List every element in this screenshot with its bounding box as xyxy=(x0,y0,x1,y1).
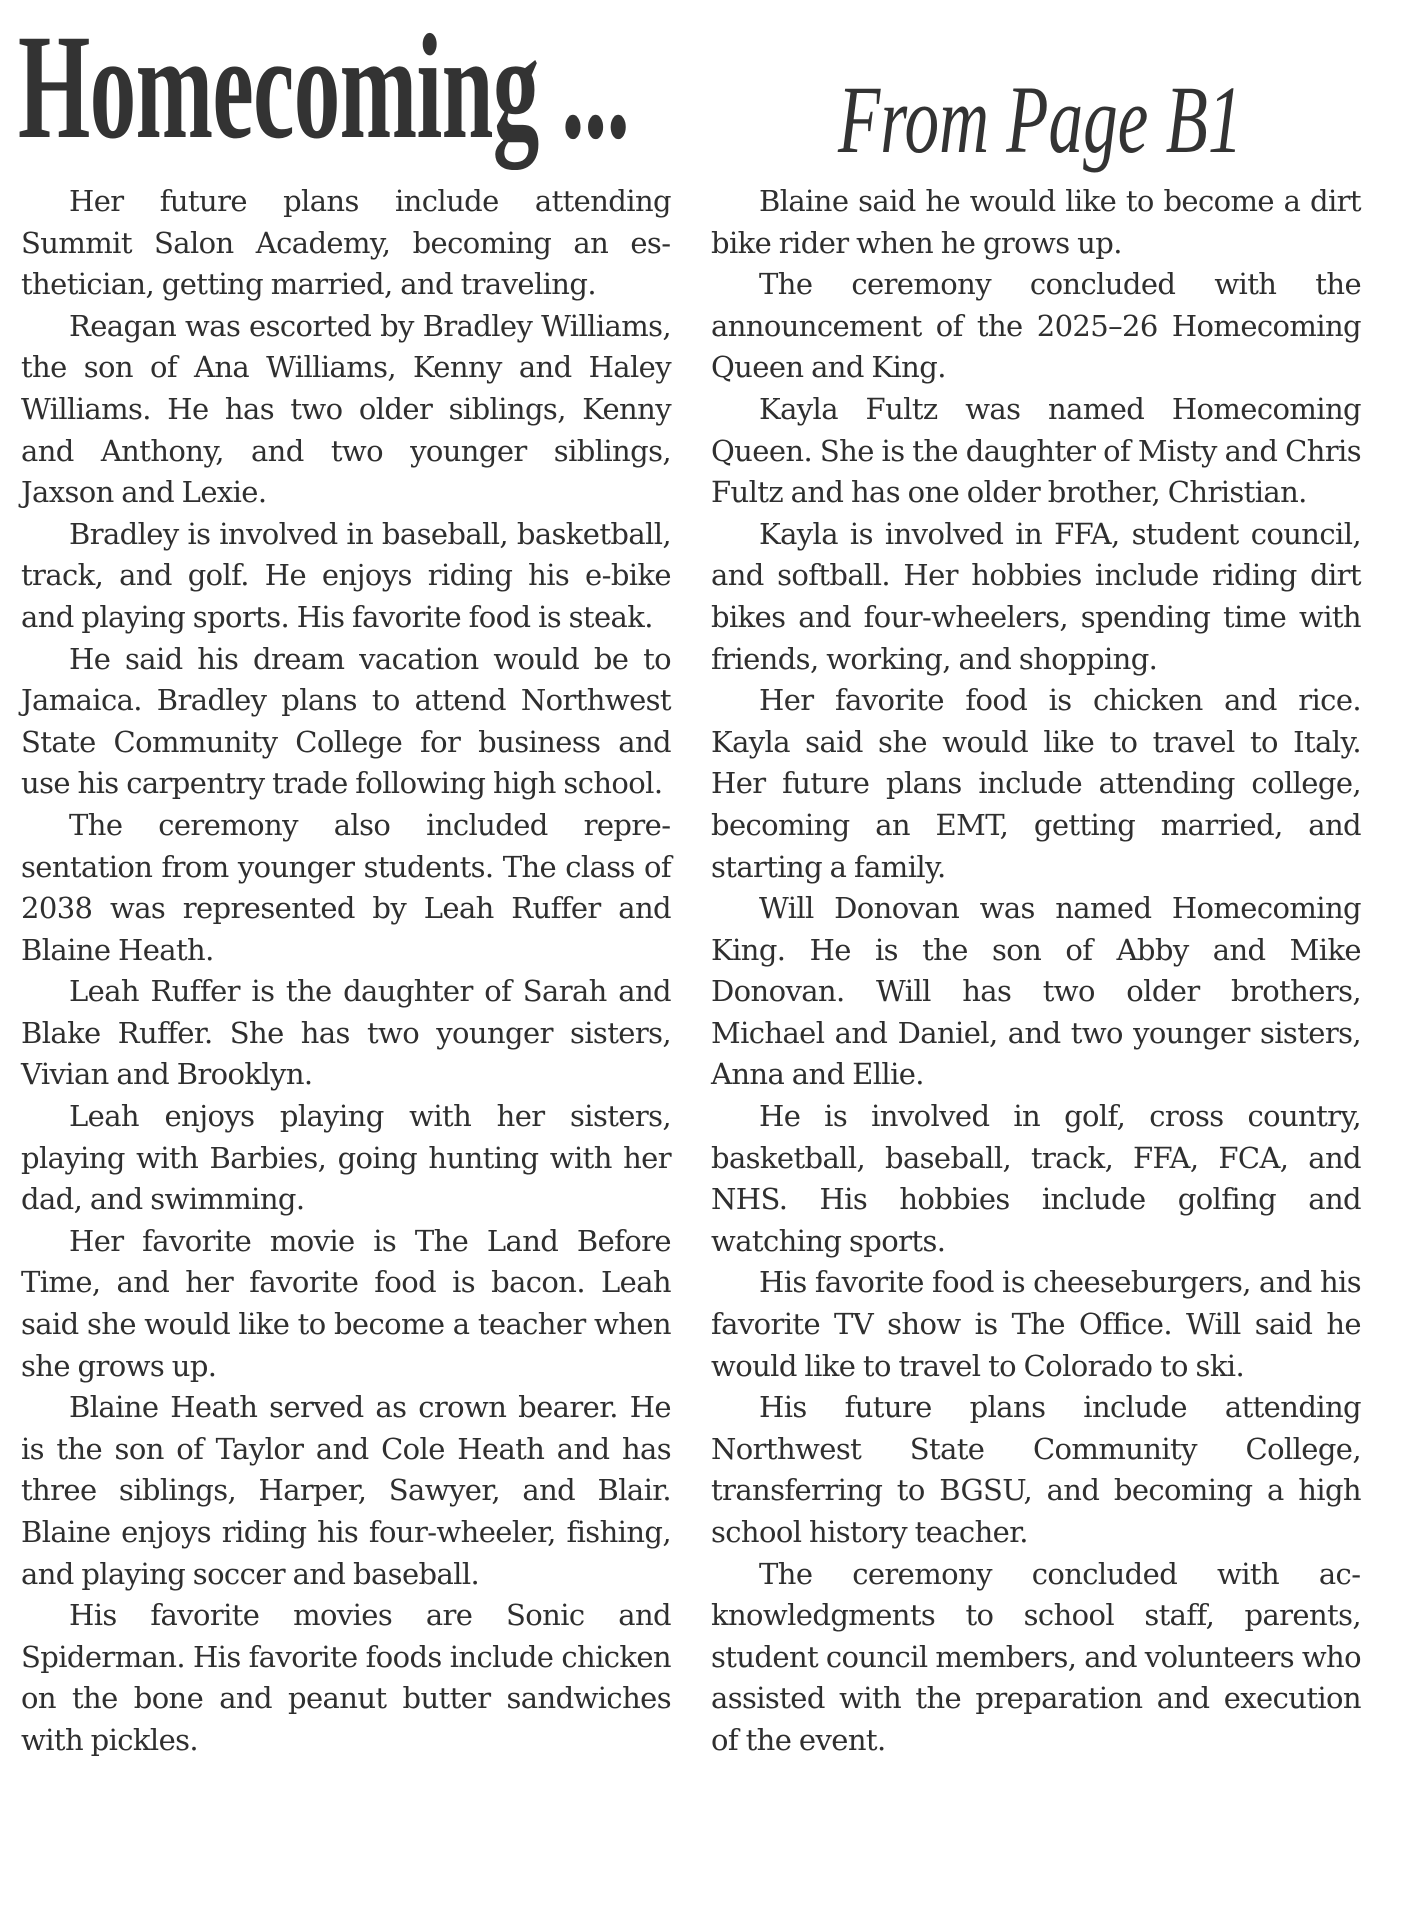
paragraph: Blaine Heath served as crown bearer. He is the son of Taylor and Cole Heath and has three siblings, Harper, Sawyer, and Blair. Blaine enjoys riding his four-wheeler, fishing, and playing soccer and baseball. xyxy=(21,1390,671,1591)
paragraph: He said his dream vacation would be to Jamaica. Bradley plans to attend Northwest State Community College for business and use his carpentry trade following high school. xyxy=(21,641,671,801)
paragraph: Bradley is involved in baseball, basketball, track, and golf. He enjoys riding his e-bike and playing sports. His favorite food is steak. xyxy=(21,516,671,634)
paragraph: Reagan was escorted by Bradley Williams, the son of Ana Williams, Kenny and Haley Williams. He has two older siblings, Kenny and Anthony, and two younger siblings, Jaxson and Lexie. xyxy=(21,308,671,510)
paragraph: His favorite movies are Sonic and Spiderman. His favorite foods include chicken on the bone and peanut butter sandwiches with pickles. xyxy=(21,1598,671,1757)
paragraph: His favorite food is cheeseburgers, and his favorite TV show is The Office. Will said he would like to travel to Colorado to ski. xyxy=(711,1265,1361,1383)
paragraph: Her favorite movie is The Land Before Time, and her favorite food is bacon. Leah said she would like to become a teacher when she grows up. xyxy=(21,1223,671,1383)
paragraph: His future plans include attending Northwest State Community College, transferring to BGSU, and becoming a high school history teacher. xyxy=(711,1390,1361,1549)
paragraph: The ceremony also included representation from younger students. The class of 2038 was represented by Leah Ruffer and Blaine Heath. xyxy=(21,807,671,967)
headline-title: Homecoming ... xyxy=(18,4,630,170)
article-body xyxy=(21,181,1361,1762)
paragraph: Kayla Fultz was named Homecoming Queen. She is the daughter of Misty and Chris Fultz and has one older brother, Christian. xyxy=(711,391,1361,510)
paragraph: Kayla is involved in FFA, student council, and softball. Her hobbies include riding dirt bikes and four-wheelers, spending time with friends, working, and shopping. xyxy=(711,516,1361,676)
column-right xyxy=(711,181,1361,1762)
paragraph: Will Donovan was named Homecoming King. He is the son of Abby and Mike Donovan. Will has two older brothers, Michael and Daniel, and two younger sisters, Anna and Ellie. xyxy=(711,891,1361,1092)
paragraph: He is involved in golf, cross country, basketball, baseball, track, FFA, FCA, and NHS. His hobbies include golfing and watching sports. xyxy=(711,1099,1361,1258)
paragraph: The ceremony concluded with the announcement of the 2025–26 Homecoming Queen and King. xyxy=(711,267,1361,385)
headline xyxy=(18,4,1243,173)
paragraph: Her future plans include attending Summit Salon Academy, becoming an esthetician, getting married, and traveling. xyxy=(21,184,671,302)
paragraph: Her favorite food is chicken and rice. Kayla said she would like to travel to Italy. Her future plans include attending college, becoming an EMT, getting married, and starting a family. xyxy=(711,683,1361,884)
headline-continuation: From Page B1 xyxy=(838,66,1243,173)
paragraph: Leah enjoys playing with her sisters, playing with Barbies, going hunting with her dad, and swimming. xyxy=(21,1099,671,1217)
paragraph: Blaine said he would like to become a dirt bike rider when he grows up. xyxy=(711,184,1361,260)
paragraph: Leah Ruffer is the daughter of Sarah and Blake Ruffer. She has two younger sisters, Vivian and Brooklyn. xyxy=(21,974,671,1092)
paragraph: The ceremony concluded with acknowledgments to school staff, parents, student council members, and volunteers who assisted with the preparation and execution of the event. xyxy=(711,1556,1361,1757)
column-left xyxy=(21,181,671,1762)
